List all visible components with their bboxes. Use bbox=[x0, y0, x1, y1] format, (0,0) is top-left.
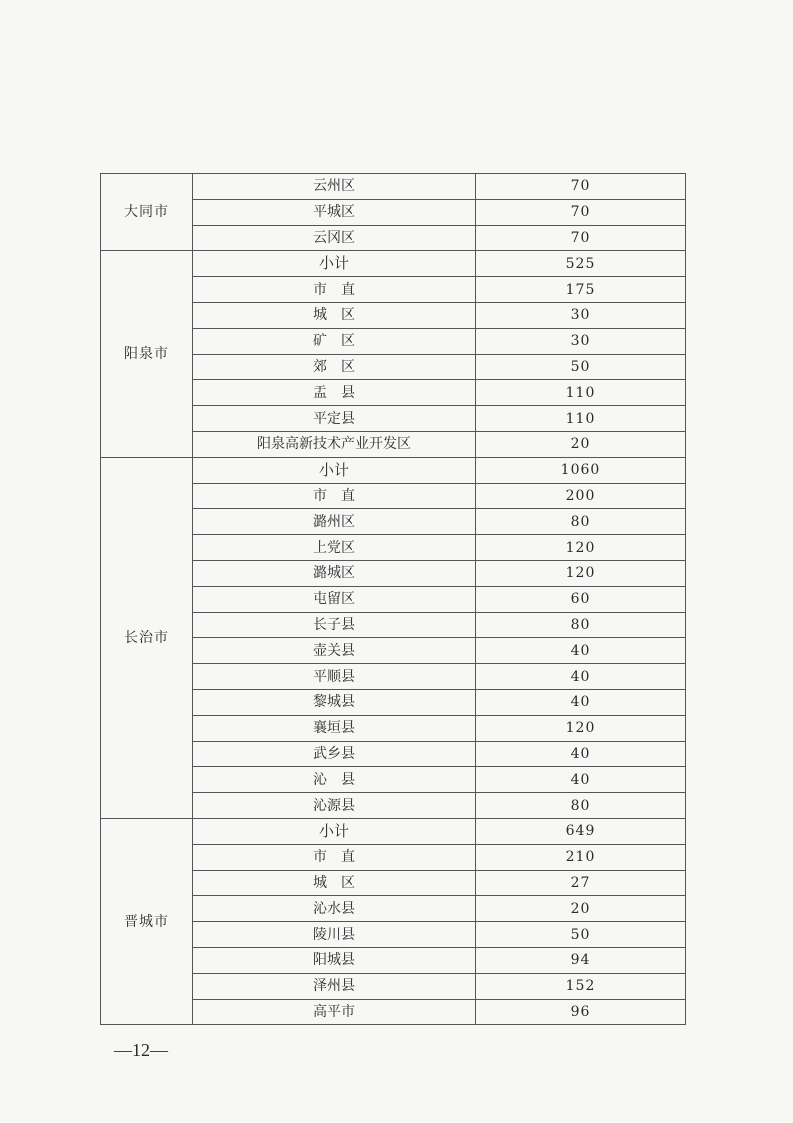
district-name: 壶关县 bbox=[193, 638, 476, 664]
district-name: 潞城区 bbox=[193, 560, 476, 586]
quota-value: 70 bbox=[476, 199, 686, 225]
page-number: —12— bbox=[114, 1040, 168, 1060]
quota-value: 110 bbox=[476, 406, 686, 432]
district-name: 盂 县 bbox=[193, 380, 476, 406]
district-name: 市 直 bbox=[193, 483, 476, 509]
quota-value: 94 bbox=[476, 947, 686, 973]
quota-value: 120 bbox=[476, 560, 686, 586]
district-name: 武乡县 bbox=[193, 741, 476, 767]
district-name: 平城区 bbox=[193, 199, 476, 225]
quota-value: 80 bbox=[476, 612, 686, 638]
table-row bbox=[101, 174, 686, 200]
subtotal-row bbox=[101, 251, 686, 277]
city-name: 大同市 bbox=[101, 174, 193, 251]
district-name: 沁源县 bbox=[193, 793, 476, 819]
quota-value: 30 bbox=[476, 328, 686, 354]
district-name: 襄垣县 bbox=[193, 715, 476, 741]
quota-value: 70 bbox=[476, 225, 686, 251]
quota-value: 40 bbox=[476, 741, 686, 767]
quota-value: 20 bbox=[476, 431, 686, 457]
district-name: 郊 区 bbox=[193, 354, 476, 380]
district-name: 城 区 bbox=[193, 302, 476, 328]
district-name: 平顺县 bbox=[193, 664, 476, 690]
quota-value: 120 bbox=[476, 715, 686, 741]
quota-value: 80 bbox=[476, 793, 686, 819]
quota-value: 210 bbox=[476, 844, 686, 870]
subtotal-row bbox=[101, 457, 686, 483]
quota-value: 40 bbox=[476, 767, 686, 793]
quota-value: 96 bbox=[476, 999, 686, 1025]
quota-value: 80 bbox=[476, 509, 686, 535]
subtotal-value: 649 bbox=[476, 818, 686, 844]
district-name: 平定县 bbox=[193, 406, 476, 432]
subtotal-value: 525 bbox=[476, 251, 686, 277]
quota-value: 152 bbox=[476, 973, 686, 999]
district-name: 黎城县 bbox=[193, 689, 476, 715]
district-name: 沁水县 bbox=[193, 896, 476, 922]
district-name: 潞州区 bbox=[193, 509, 476, 535]
quota-value: 110 bbox=[476, 380, 686, 406]
subtotal-row bbox=[101, 818, 686, 844]
district-name: 陵川县 bbox=[193, 922, 476, 948]
city-name: 阳泉市 bbox=[101, 251, 193, 457]
quota-value: 120 bbox=[476, 535, 686, 561]
district-name: 阳泉高新技术产业开发区 bbox=[193, 431, 476, 457]
district-name: 上党区 bbox=[193, 535, 476, 561]
quota-value: 60 bbox=[476, 586, 686, 612]
allocation-table bbox=[100, 173, 686, 1025]
subtotal-value: 1060 bbox=[476, 457, 686, 483]
subtotal-label: 小计 bbox=[193, 457, 476, 483]
district-name: 屯留区 bbox=[193, 586, 476, 612]
quota-value: 30 bbox=[476, 302, 686, 328]
district-name: 市 直 bbox=[193, 844, 476, 870]
table-body bbox=[101, 174, 686, 1025]
quota-value: 50 bbox=[476, 922, 686, 948]
quota-value: 40 bbox=[476, 689, 686, 715]
district-name: 市 直 bbox=[193, 277, 476, 303]
district-name: 云冈区 bbox=[193, 225, 476, 251]
subtotal-label: 小计 bbox=[193, 818, 476, 844]
district-name: 沁 县 bbox=[193, 767, 476, 793]
subtotal-label: 小计 bbox=[193, 251, 476, 277]
district-name: 城 区 bbox=[193, 870, 476, 896]
quota-value: 40 bbox=[476, 638, 686, 664]
quota-value: 20 bbox=[476, 896, 686, 922]
city-name: 长治市 bbox=[101, 457, 193, 818]
quota-value: 27 bbox=[476, 870, 686, 896]
district-name: 高平市 bbox=[193, 999, 476, 1025]
district-name: 矿 区 bbox=[193, 328, 476, 354]
district-name: 云州区 bbox=[193, 174, 476, 200]
district-name: 长子县 bbox=[193, 612, 476, 638]
quota-value: 50 bbox=[476, 354, 686, 380]
district-name: 泽州县 bbox=[193, 973, 476, 999]
quota-value: 40 bbox=[476, 664, 686, 690]
quota-value: 70 bbox=[476, 174, 686, 200]
quota-value: 200 bbox=[476, 483, 686, 509]
district-name: 阳城县 bbox=[193, 947, 476, 973]
quota-value: 175 bbox=[476, 277, 686, 303]
city-name: 晋城市 bbox=[101, 818, 193, 1024]
